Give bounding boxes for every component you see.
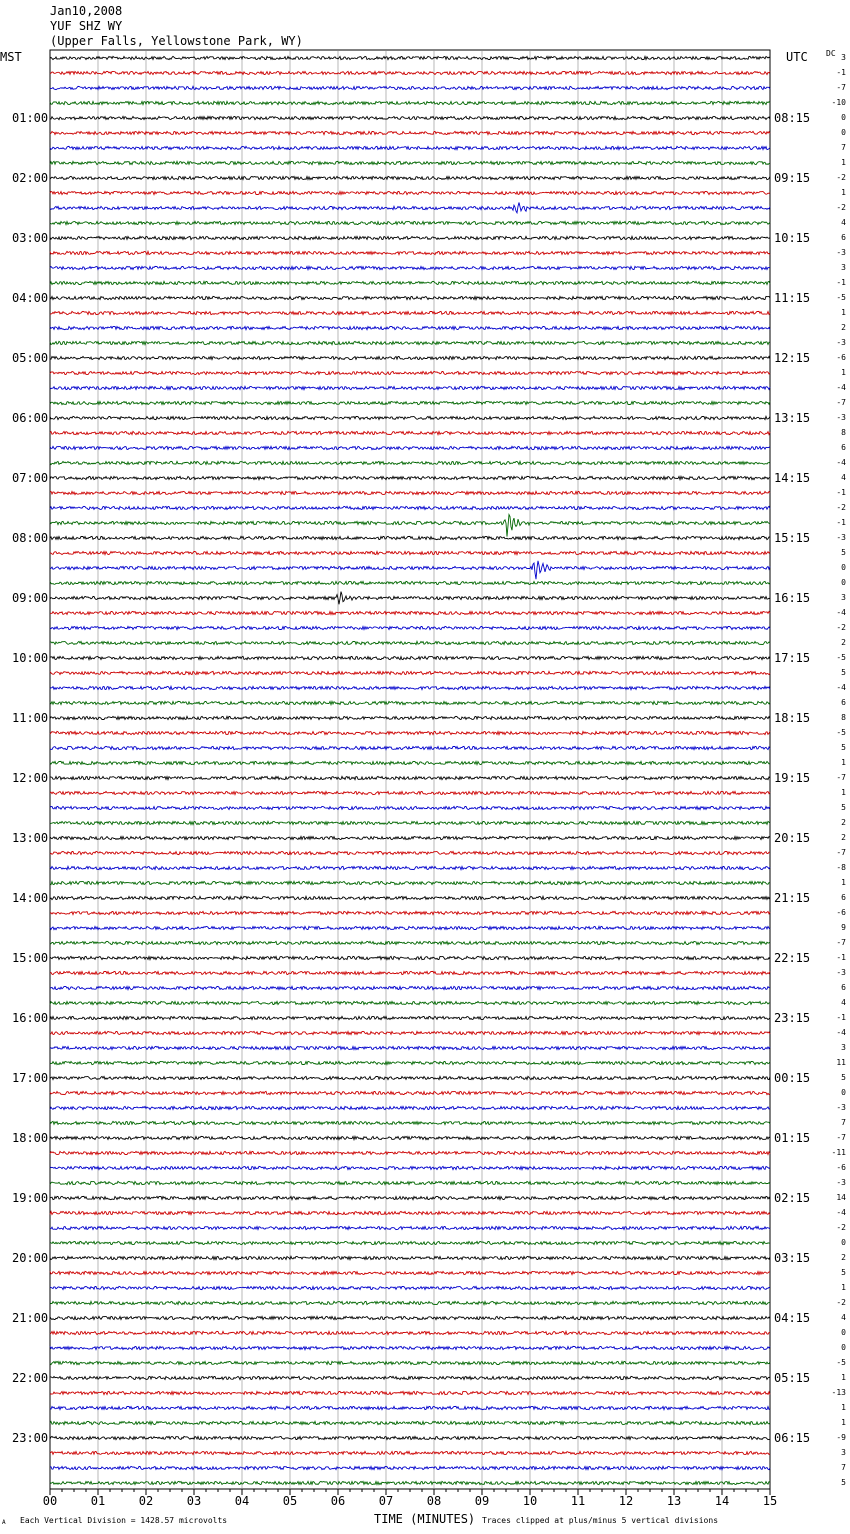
trace-line (50, 371, 770, 374)
trace-line (50, 701, 770, 704)
trace-line (50, 1451, 770, 1454)
mst-hour-label: 16:00 (12, 1011, 49, 1025)
dc-offset-label: -8 (836, 863, 846, 872)
dc-offset-label: -7 (836, 83, 846, 92)
mst-hour-label: 01:00 (12, 111, 49, 125)
dc-offset-label: 5 (841, 1073, 846, 1082)
trace-line (50, 776, 770, 779)
scale-note: Each Vertical Division = 1428.57 microvolts (20, 1516, 228, 1525)
dc-offset-label: 0 (841, 563, 846, 572)
dc-offset-label: 0 (841, 1238, 846, 1247)
trace-line (50, 746, 770, 749)
trace-line (50, 1346, 770, 1349)
utc-hour-label: 03:15 (774, 1251, 811, 1265)
mst-hour-label: 06:00 (12, 411, 49, 425)
dc-offset-label: 9 (841, 923, 846, 932)
trace-line (50, 266, 770, 269)
mst-label: MST (0, 50, 22, 64)
utc-hour-label: 11:15 (774, 291, 811, 305)
trace-line (50, 866, 770, 869)
mst-hour-label: 14:00 (12, 891, 49, 905)
dc-offset-label: 5 (841, 1268, 846, 1277)
dc-offset-label: 4 (841, 998, 846, 1007)
dc-offset-label: 5 (841, 548, 846, 557)
dc-offset-label: 1 (841, 1283, 846, 1292)
trace-line (50, 176, 770, 179)
dc-offset-label: 2 (841, 818, 846, 827)
dc-offset-label: 1 (841, 158, 846, 167)
utc-hour-label: 18:15 (774, 711, 811, 725)
dc-offset-label: -11 (831, 1148, 846, 1157)
dc-offset-label: -10 (831, 98, 846, 107)
utc-hour-label: 22:15 (774, 951, 811, 965)
trace-line (50, 926, 770, 929)
trace-line (50, 1076, 770, 1079)
trace-line (50, 446, 770, 449)
mst-hour-label: 17:00 (12, 1071, 49, 1085)
mst-hour-label: 04:00 (12, 291, 49, 305)
mst-hour-label: 08:00 (12, 531, 49, 545)
trace-line (50, 941, 770, 944)
dc-offset-label: -4 (836, 1028, 846, 1037)
x-tick-label: 10 (522, 1494, 538, 1508)
mst-hour-label: 23:00 (12, 1431, 49, 1445)
dc-offset-label: -7 (836, 398, 846, 407)
trace-line (50, 1166, 770, 1169)
dc-offset-label: 6 (841, 893, 846, 902)
dc-offset-label: 1 (841, 1418, 846, 1427)
utc-hour-label: 12:15 (774, 351, 811, 365)
trace-line (50, 1301, 770, 1304)
x-tick-label: 08 (426, 1494, 442, 1508)
trace-line (50, 911, 770, 914)
dc-offset-label: -4 (836, 458, 846, 467)
dc-offset-label: 3 (841, 263, 846, 272)
dc-offset-label: 7 (841, 1463, 846, 1472)
mst-hour-label: 12:00 (12, 771, 49, 785)
dc-offset-label: 11 (836, 1058, 846, 1067)
trace-line (50, 491, 770, 494)
trace-line (50, 551, 770, 554)
dc-offset-label: -3 (836, 1178, 846, 1187)
trace-line (50, 476, 770, 479)
utc-label: UTC (786, 50, 808, 64)
dc-offset-label: 1 (841, 188, 846, 197)
dc-offset-label: -2 (836, 173, 846, 182)
mst-hour-label: 21:00 (12, 1311, 49, 1325)
dc-offset-label: -3 (836, 968, 846, 977)
trace-line (50, 1136, 770, 1139)
utc-hour-label: 06:15 (774, 1431, 811, 1445)
trace-line (50, 1421, 770, 1424)
trace-line (50, 1061, 770, 1064)
trace-line (50, 386, 770, 389)
x-tick-label: 09 (474, 1494, 490, 1508)
mst-hour-label: 07:00 (12, 471, 49, 485)
dc-offset-label: 2 (841, 323, 846, 332)
x-axis-title: TIME (MINUTES) (374, 1512, 476, 1526)
mst-hour-label: 09:00 (12, 591, 49, 605)
trace-line (50, 956, 770, 959)
dc-offset-label: 2 (841, 1253, 846, 1262)
dc-offset-label: -3 (836, 533, 846, 542)
trace-line (50, 515, 770, 537)
trace-line (50, 1031, 770, 1034)
trace-line (50, 896, 770, 899)
dc-offset-label: -3 (836, 248, 846, 257)
trace-line (50, 1331, 770, 1334)
trace-line (50, 251, 770, 254)
dc-offset-label: -7 (836, 938, 846, 947)
dc-offset-label: 0 (841, 1343, 846, 1352)
mst-hour-label: 15:00 (12, 951, 49, 965)
x-tick-label: 07 (378, 1494, 394, 1508)
trace-line (50, 1316, 770, 1319)
station-label: YUF SHZ WY (50, 19, 123, 33)
trace-line (50, 1226, 770, 1229)
dc-offset-label: 1 (841, 1373, 846, 1382)
dc-offset-label: 5 (841, 803, 846, 812)
corner-mark: A (2, 1519, 6, 1526)
trace-line (50, 56, 770, 59)
trace-line (50, 341, 770, 344)
dc-offset-label: 5 (841, 743, 846, 752)
dc-offset-label: 1 (841, 788, 846, 797)
dc-offset-label: 4 (841, 218, 846, 227)
trace-line (50, 1436, 770, 1439)
x-tick-label: 03 (186, 1494, 202, 1508)
dc-offset-label: 4 (841, 1313, 846, 1322)
trace-line (50, 716, 770, 719)
dc-offset-label: -3 (836, 338, 846, 347)
dc-offset-label: 7 (841, 143, 846, 152)
mst-hour-label: 13:00 (12, 831, 49, 845)
mst-hour-label: 03:00 (12, 231, 49, 245)
trace-line (50, 851, 770, 854)
trace-line (50, 71, 770, 74)
dc-offset-label: -2 (836, 1223, 846, 1232)
utc-hour-label: 09:15 (774, 171, 811, 185)
utc-hour-label: 20:15 (774, 831, 811, 845)
dc-offset-label: -2 (836, 503, 846, 512)
trace-line (50, 1391, 770, 1394)
dc-offset-label: -6 (836, 908, 846, 917)
dc-offset-label: -2 (836, 623, 846, 632)
dc-offset-label: 0 (841, 128, 846, 137)
dc-offset-label: 1 (841, 368, 846, 377)
dc-offset-label: -2 (836, 1298, 846, 1307)
x-tick-label: 02 (138, 1494, 154, 1508)
trace-line (50, 1016, 770, 1019)
trace-line (50, 1241, 770, 1244)
dc-offset-label: 5 (841, 668, 846, 677)
trace-line (50, 1151, 770, 1154)
clip-note: Traces clipped at plus/minus 5 vertical divisions (482, 1516, 719, 1525)
trace-line (50, 236, 770, 239)
dc-offset-label: -4 (836, 608, 846, 617)
trace-line (50, 881, 770, 884)
dc-offset-label: -1 (836, 278, 846, 287)
trace-line (50, 146, 770, 149)
mst-hour-label: 05:00 (12, 351, 49, 365)
dc-offset-label: 3 (841, 1448, 846, 1457)
trace-line (50, 1361, 770, 1364)
trace-line (50, 1121, 770, 1124)
trace-line (50, 1196, 770, 1199)
trace-line (50, 401, 770, 404)
dc-offset-label: -5 (836, 653, 846, 662)
trace-line (50, 592, 770, 605)
dc-offset-label: -9 (836, 1433, 846, 1442)
trace-line (50, 431, 770, 434)
mst-hour-label: 11:00 (12, 711, 49, 725)
trace-line (50, 626, 770, 629)
trace-line (50, 101, 770, 104)
trace-line (50, 506, 770, 509)
trace-line (50, 1181, 770, 1184)
trace-line (50, 656, 770, 659)
trace-line (50, 356, 770, 359)
dc-offset-label: 5 (841, 1478, 846, 1487)
trace-line (50, 281, 770, 284)
x-tick-label: 12 (618, 1494, 634, 1508)
dc-offset-label: -5 (836, 293, 846, 302)
trace-line (50, 296, 770, 299)
dc-offset-label: -6 (836, 1163, 846, 1172)
dc-offset-label: 1 (841, 878, 846, 887)
dc-offset-label: 3 (841, 593, 846, 602)
trace-line (50, 161, 770, 164)
utc-hour-label: 17:15 (774, 651, 811, 665)
x-tick-label: 01 (90, 1494, 106, 1508)
trace-line (50, 116, 770, 119)
utc-hour-label: 08:15 (774, 111, 811, 125)
utc-hour-label: 04:15 (774, 1311, 811, 1325)
x-tick-label: 05 (282, 1494, 298, 1508)
dc-offset-label: 8 (841, 713, 846, 722)
dc-offset-label: 1 (841, 758, 846, 767)
utc-hour-label: 00:15 (774, 1071, 811, 1085)
dc-offset-label: -1 (836, 953, 846, 962)
dc-offset-label: 0 (841, 1088, 846, 1097)
trace-line (50, 971, 770, 974)
trace-line (50, 686, 770, 689)
x-tick-label: 11 (570, 1494, 586, 1508)
trace-line (50, 1286, 770, 1289)
trace-line (50, 581, 770, 584)
trace-line (50, 416, 770, 419)
dc-offset-label: 0 (841, 578, 846, 587)
trace-line (50, 1271, 770, 1274)
trace-line (50, 561, 770, 579)
trace-line (50, 461, 770, 464)
trace-line (50, 1106, 770, 1109)
x-tick-label: 14 (714, 1494, 730, 1508)
dc-offset-label: 3 (841, 1043, 846, 1052)
dc-offset-label: -2 (836, 203, 846, 212)
dc-offset-label: -5 (836, 728, 846, 737)
trace-line (50, 836, 770, 839)
trace-line (50, 326, 770, 329)
utc-hour-label: 23:15 (774, 1011, 811, 1025)
dc-label: DC (826, 49, 836, 58)
dc-offset-label: -3 (836, 1103, 846, 1112)
date-label: Jan10,2008 (50, 4, 123, 18)
mst-hour-label: 20:00 (12, 1251, 49, 1265)
x-tick-label: 13 (666, 1494, 682, 1508)
dc-offset-label: -1 (836, 488, 846, 497)
x-tick-label: 06 (330, 1494, 346, 1508)
dc-offset-label: 3 (841, 53, 846, 62)
trace-line (50, 671, 770, 674)
utc-hour-label: 16:15 (774, 591, 811, 605)
dc-offset-label: 6 (841, 233, 846, 242)
dc-offset-label: 6 (841, 443, 846, 452)
trace-line (50, 86, 770, 89)
dc-offset-label: 0 (841, 1328, 846, 1337)
dc-offset-label: 8 (841, 428, 846, 437)
utc-hour-label: 21:15 (774, 891, 811, 905)
trace-line (50, 1406, 770, 1409)
dc-offset-label: 7 (841, 1118, 846, 1127)
trace-line (50, 611, 770, 614)
x-tick-label: 04 (234, 1494, 250, 1508)
mst-hour-label: 18:00 (12, 1131, 49, 1145)
utc-hour-label: 10:15 (774, 231, 811, 245)
trace-line (50, 131, 770, 134)
dc-offset-label: -1 (836, 518, 846, 527)
trace-line (50, 191, 770, 194)
trace-line (50, 1091, 770, 1094)
trace-line (50, 1046, 770, 1049)
utc-hour-label: 15:15 (774, 531, 811, 545)
trace-line (50, 203, 770, 213)
trace-line (50, 1001, 770, 1004)
trace-line (50, 806, 770, 809)
trace-line (50, 641, 770, 644)
utc-hour-label: 02:15 (774, 1191, 811, 1205)
trace-line (50, 1376, 770, 1379)
dc-offset-label: 14 (836, 1193, 846, 1202)
mst-hour-label: 02:00 (12, 171, 49, 185)
trace-line (50, 1211, 770, 1214)
dc-offset-label: 2 (841, 638, 846, 647)
trace-line (50, 731, 770, 734)
trace-line (50, 986, 770, 989)
dc-offset-label: -7 (836, 773, 846, 782)
mst-hour-label: 10:00 (12, 651, 49, 665)
mst-hour-label: 22:00 (12, 1371, 49, 1385)
dc-offset-label: -4 (836, 1208, 846, 1217)
trace-line (50, 761, 770, 764)
dc-offset-label: 4 (841, 473, 846, 482)
dc-offset-label: 1 (841, 308, 846, 317)
x-tick-label: 15 (762, 1494, 778, 1508)
dc-offset-label: -4 (836, 683, 846, 692)
location-label: (Upper Falls, Yellowstone Park, WY) (50, 34, 303, 48)
dc-offset-label: 1 (841, 1403, 846, 1412)
dc-offset-label: -13 (831, 1388, 846, 1397)
dc-offset-label: -1 (836, 1013, 846, 1022)
dc-offset-label: -7 (836, 1133, 846, 1142)
dc-offset-label: 6 (841, 983, 846, 992)
dc-offset-label: -5 (836, 1358, 846, 1367)
mst-hour-label: 19:00 (12, 1191, 49, 1205)
trace-line (50, 311, 770, 314)
dc-offset-label: 2 (841, 833, 846, 842)
x-tick-label: 00 (42, 1494, 58, 1508)
trace-line (50, 1466, 770, 1469)
dc-offset-label: -4 (836, 383, 846, 392)
dc-offset-label: -6 (836, 353, 846, 362)
dc-offset-label: -1 (836, 68, 846, 77)
utc-hour-label: 13:15 (774, 411, 811, 425)
dc-offset-label: 0 (841, 113, 846, 122)
utc-hour-label: 05:15 (774, 1371, 811, 1385)
dc-offset-label: -7 (836, 848, 846, 857)
trace-line (50, 221, 770, 224)
trace-line (50, 536, 770, 539)
dc-offset-label: -3 (836, 413, 846, 422)
utc-hour-label: 14:15 (774, 471, 811, 485)
trace-line (50, 791, 770, 794)
trace-line (50, 1256, 770, 1259)
utc-hour-label: 01:15 (774, 1131, 811, 1145)
utc-hour-label: 19:15 (774, 771, 811, 785)
trace-line (50, 821, 770, 824)
trace-line (50, 1481, 770, 1484)
dc-offset-label: 6 (841, 698, 846, 707)
